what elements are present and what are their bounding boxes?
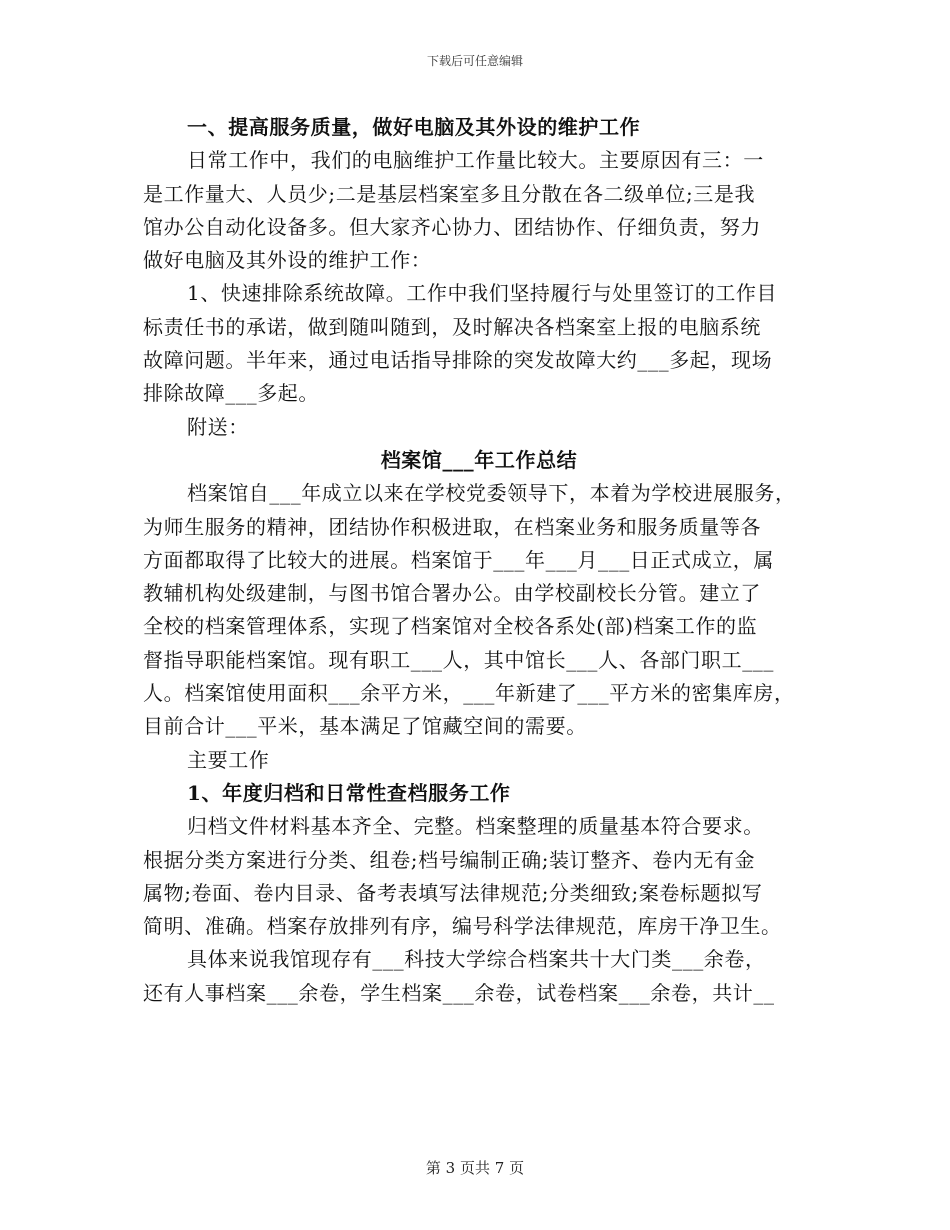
text-line: 简明、准确。档案存放排列有序，编号科学法律规范，库房干净卫生。	[143, 914, 782, 939]
text-line: 日常工作中，我们的电脑维护工作量比较大。主要原因有三：一	[187, 148, 764, 173]
text-line: 目前合计___平米，基本满足了馆藏空间的需要。	[143, 714, 587, 739]
text-line: 人。档案馆使用面积___余平方米，___年新建了___平方米的密集库房，	[143, 681, 795, 706]
text-line: 具体来说我馆现存有___科技大学综合档案共十大门类___余卷，	[187, 947, 766, 972]
text-line: 1、快速排除系统故障。工作中我们坚持履行与处里签订的工作目	[187, 281, 778, 306]
document-body	[143, 111, 815, 1010]
text-line: 督指导职能档案馆。现有职工___人，其中馆长___人、各部门职工___	[143, 647, 774, 672]
text-line: 是工作量大、人员少;二是基层档案室多且分散在各二级单位;三是我	[143, 181, 756, 206]
text-line: 排除故障___多起。	[143, 381, 319, 406]
page-footer: 第 3 页共 7 页	[425, 1159, 525, 1177]
text-line: 为师生服务的精神，团结协作积极进取，在档案业务和服务质量等各	[143, 514, 761, 539]
section-heading: 一、提高服务质量，做好电脑及其外设的维护工作	[187, 115, 641, 139]
section-heading: 1、年度归档和日常性查档服务工作	[187, 780, 511, 805]
page-header: 下载后可任意编辑	[426, 54, 523, 68]
text-line: 标责任书的承诺，做到随叫随到，及时解决各档案室上报的电脑系统	[143, 314, 761, 339]
text-line: 馆办公自动化设备多。但大家齐心协力、团结协作、仔细负责，努力	[143, 214, 761, 239]
text-line: 全校的档案管理体系，实现了档案馆对全校各系处(部)档案工作的监	[143, 614, 758, 639]
text-line: 根据分类方案进行分类、组卷;档号编制正确;装订整齐、卷内无有金	[143, 847, 756, 872]
text-line: 方面都取得了比较大的进展。档案馆于___年___月___日正式成立，属	[143, 547, 774, 572]
text-line: 还有人事档案___余卷，学生档案___余卷，试卷档案___余卷，共计__	[143, 980, 775, 1005]
text-line: 附送：	[187, 414, 249, 439]
text-line: 主要工作	[187, 747, 270, 772]
section-heading: 档案馆___年工作总结	[380, 447, 578, 472]
text-line: 故障问题。半年来，通过电话指导排除的突发故障大约___多起，现场	[143, 348, 773, 373]
text-line: 教辅机构处级建制，与图书馆合署办公。由学校副校长分管。建立了	[143, 581, 761, 606]
text-line: 档案馆自___年成立以来在学校党委领导下，本着为学校进展服务，	[187, 481, 796, 506]
text-line: 做好电脑及其外设的维护工作：	[143, 248, 432, 273]
text-line: 归档文件材料基本齐全、完整。档案整理的质量基本符合要求。	[187, 814, 764, 839]
text-line: 属物;卷面、卷内目录、备考表填写法律规范;分类细致;案卷标题拟写	[143, 880, 763, 905]
